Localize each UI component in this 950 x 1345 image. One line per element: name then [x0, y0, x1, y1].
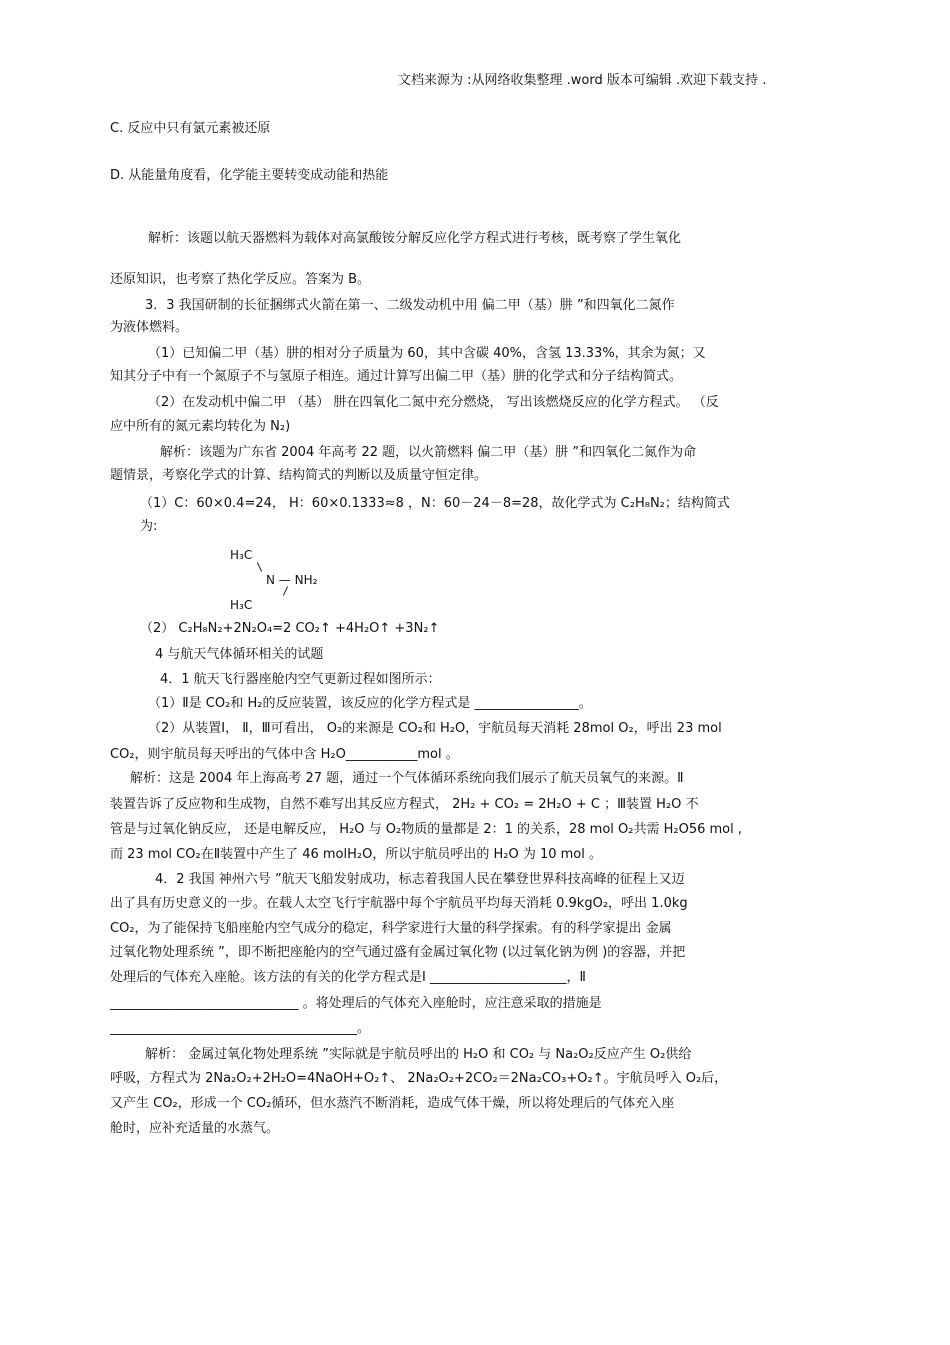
answer-blank-line: ______________________________________。	[110, 1021, 370, 1036]
paragraph-line: 舱时，应补充适量的水蒸气。	[110, 1121, 280, 1136]
paragraph-line: 应中所有的氮元素均转化为 N₂)	[110, 419, 291, 434]
analysis-line: 解析：该题以航天器燃料为载体对高氯酸铵分解反应化学方程式进行考核，既考察了学生氧化	[148, 231, 682, 246]
option-d: D. 从能量角度看，化学能主要转变成动能和热能	[110, 168, 389, 183]
equation-line: （2） C₂H₈N₂+2N₂O₄=2 CO₂↑ +4H₂O↑ +3N₂↑	[140, 621, 440, 636]
paragraph-line: 处理后的气体充入座舱。该方法的有关的化学方程式是Ⅰ _____________________，Ⅱ	[110, 970, 586, 985]
analysis-line: 解析：该题为广东省 2004 年高考 22 题，以火箭燃料 偏二甲（基）肼 ”和四氧化二氮作为命	[160, 445, 697, 460]
paragraph-line: 而 23 mol CO₂在Ⅱ装置中产生了 46 molH₂O，所以宇航员呼出的 H₂O 为 10 mol 。	[110, 847, 602, 862]
section-title: 4 与航天气体循环相关的试题	[155, 647, 324, 662]
paragraph-line: 出了具有历史意义的一步。在载人太空飞行宇航器中每个宇航员平均每天消耗 0.9kgO₂，呼出 1.0kg	[110, 896, 688, 911]
page-header: 文档来源为 :从网络收集整理 .word 版本可编辑 .欢迎下载支持 .	[398, 73, 767, 88]
paragraph-line: 为:	[140, 519, 158, 534]
analysis-line: 还原知识，也考察了热化学反应。答案为 B。	[110, 272, 371, 287]
bond-line	[257, 562, 262, 571]
paragraph-line: 呼吸，方程式为 2Na₂O₂+2H₂O=4NaOH+O₂↑、 2Na₂O₂+2CO₂＝2Na₂CO₃+O₂↑。宇航员呼入 O₂后，	[110, 1071, 728, 1086]
paragraph-line: （1）C：60×0.4=24， H：60×0.1333≈8 ，N：60－24－8=28，故化学式为 C₂H₈N₂；结构简式	[140, 496, 730, 511]
paragraph-line: 管是与过氧化钠反应， 还是电解反应， H₂O 与 O₂物质的量都是 2：1 的关系，28 mol O₂共需 H₂O56 mol ,	[110, 822, 742, 837]
paragraph-line: （1）已知偏二甲（基）肼的相对分子质量为 60，其中含碳 40%，含氢 13.33%，其余为氮；又	[148, 346, 706, 361]
paragraph-line: 装置告诉了反应物和生成物，自然不难写出其反应方程式， 2H₂ + CO₂ = 2H₂O + C ；Ⅲ装置 H₂O 不	[110, 797, 699, 812]
paragraph-line: CO₂，为了能保持飞船座舱内空气成分的稳定，科学家进行大量的科学探索。有的科学家提出 金属	[110, 921, 672, 936]
paragraph-line: （2）在发动机中偏二甲 （基） 肼在四氧化二氮中充分燃烧， 写出该燃烧反应的化学方程式。 （反	[148, 395, 719, 410]
option-c: C. 反应中只有氯元素被还原	[110, 121, 271, 136]
ch3-top-label: H₃C	[230, 548, 253, 562]
ch3-bottom-label: H₃C	[230, 598, 253, 612]
paragraph-line: _____________________________ 。将处理后的气体充入座舱时，应注意采取的措施是	[110, 996, 602, 1011]
analysis-line: 解析： 金属过氧化物处理系统 ”实际就是宇航员呼出的 H₂O 和 CO₂ 与 Na₂O₂反应产生 O₂供给	[145, 1047, 692, 1062]
paragraph-line: 题情景，考察化学式的计算、结构简式的判断以及质量守恒定律。	[110, 468, 488, 483]
paragraph-line: 为液体燃料。	[110, 320, 189, 335]
paragraph-line: （1）Ⅱ是 CO₂和 H₂的反应装置，该反应的化学方程式是 ________________。	[148, 696, 592, 711]
paragraph-line: 知其分子中有一个氮原子不与氢原子相连。通过计算写出偏二甲（基）肼的化学式和分子结构简式。	[110, 369, 683, 384]
paragraph-line: 又产生 CO₂，形成一个 CO₂循环，但水蒸汽不断消耗，造成气体干燥，所以将处理后的气体充入座	[110, 1096, 675, 1111]
analysis-line: 解析：这是 2004 年上海高考 27 题，通过一个气体循环系统向我们展示了航天员氧气的来源。Ⅱ	[130, 771, 684, 786]
paragraph-line: 过氧化物处理系统 ”，即不断把座舱内的空气通过盛有金属过氧化物 (以过氧化钠为例 )的容器，并把	[110, 945, 686, 960]
n-nh2-label: N — NH₂	[266, 573, 318, 587]
bond-line	[283, 586, 288, 595]
paragraph-line: （2）从装置Ⅰ， Ⅱ，Ⅲ可看出， O₂的来源是 CO₂和 H₂O，宇航员每天消耗 28mol O₂，呼出 23 mol	[148, 721, 722, 736]
question-4-2: 4．2 我国 神州六号 ”航天飞船发射成功，标志着我国人民在攀登世界科技高峰的征程上又迈	[155, 872, 685, 887]
question-4-1: 4．1 航天飞行器座舱内空气更新过程如图所示：	[160, 672, 441, 687]
paragraph-line: CO₂，则宇航员每天呼出的气体中含 H₂O___________mol 。	[110, 747, 459, 762]
question-3-3: 3．3 我国研制的长征捆绑式火箭在第一、二级发动机中用 偏二甲（基）肼 ”和四氧化二氮作	[145, 298, 675, 313]
